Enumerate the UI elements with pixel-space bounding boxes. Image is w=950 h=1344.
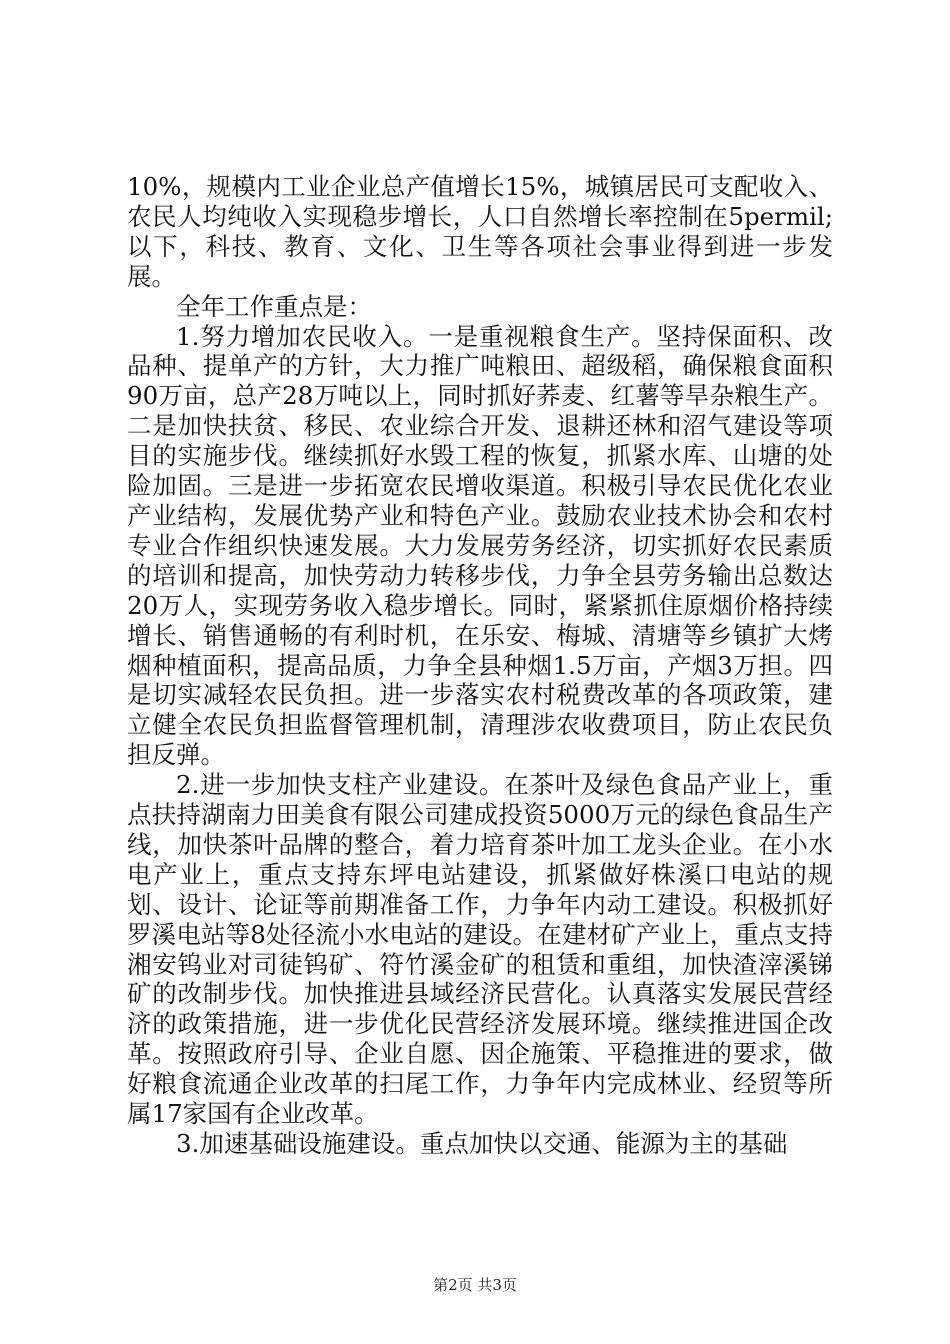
paragraph-continuation: 10%，规模内工业企业总产值增长15%，城镇居民可支配收入、农民人均纯收入实现稳步增长，人口自然增长率控制在5permil;以下，科技、教育、文化、卫生等各项社会事业得到进一步发展。 bbox=[127, 172, 833, 291]
document-body bbox=[127, 172, 833, 1159]
paragraph-infrastructure: 3.加速基础设施建设。重点加快以交通、能源为主的基础 bbox=[176, 1129, 788, 1158]
paragraph-pillar-industry: 2.进一步加快支柱产业建设。在茶叶及绿色食品产业上，重点扶持湖南力田美食有限公司建成投资5000万元的绿色食品生产线，加快茶叶品牌的整合，着力培育茶叶加工龙头企业。在小水电产业上，重点支持东坪电站建设，抓紧做好株溪口电站的规划、设计、论证等前期准备工作，力争年内动工建设。积极抓好罗溪电站等8处径流小水电站的建设。在建材矿产业上，重点支持湘安钨业对司徒钨矿、符竹溪金矿的租赁和重组，加快渣滓溪锑矿的改制步伐。加快推进县域经济民营化。认真落实发展民营经济的政策措施，进一步优化民营经济发展环境。继续推进国企改革。按照政府引导、企业自愿、因企施策、平稳推进的要求，做好粮食流通企业改革的扫尾工作，力争年内完成林业、经贸等所属17家国有企业改革。 bbox=[127, 770, 833, 1129]
paragraph-key-work-heading: 全年工作重点是： bbox=[176, 291, 372, 321]
page-footer: 第2页 共3页 bbox=[433, 1276, 517, 1294]
paragraph-farmer-income: 1.努力增加农民收入。一是重视粮食生产。坚持保面积、改品种、提单产的方针，大力推广吨粮田、超级稻，确保粮食面积90万亩，总产28万吨以上，同时抓好荞麦、红薯等旱杂粮生产。二是加快扶贫、移民、农业综合开发、退耕还林和沼气建设等项目的实施步伐。继续抓好水毁工程的恢复，抓紧水库、山塘的处险加固。三是进一步拓宽农民增收渠道。积极引导农民优化农业产业结构，发展优势产业和特色产业。鼓励农业技术协会和农村专业合作组织快速发展。大力发展劳务经济，切实抓好农民素质的培训和提高，加快劳动力转移步伐，力争全县劳务输出总数达20万人，实现劳务收入稳步增长。同时，紧紧抓住原烟价格持续增长、销售通畅的有利时机，在乐安、梅城、清塘等乡镇扩大烤烟种植面积，提高品质，力争全县种烟1.5万亩，产烟3万担。四是切实减轻农民负担。进一步落实农村税费改革的各项政策，建立健全农民负担监督管理机制，清理涉农收费项目，防止农民负担反弹。 bbox=[127, 321, 833, 770]
